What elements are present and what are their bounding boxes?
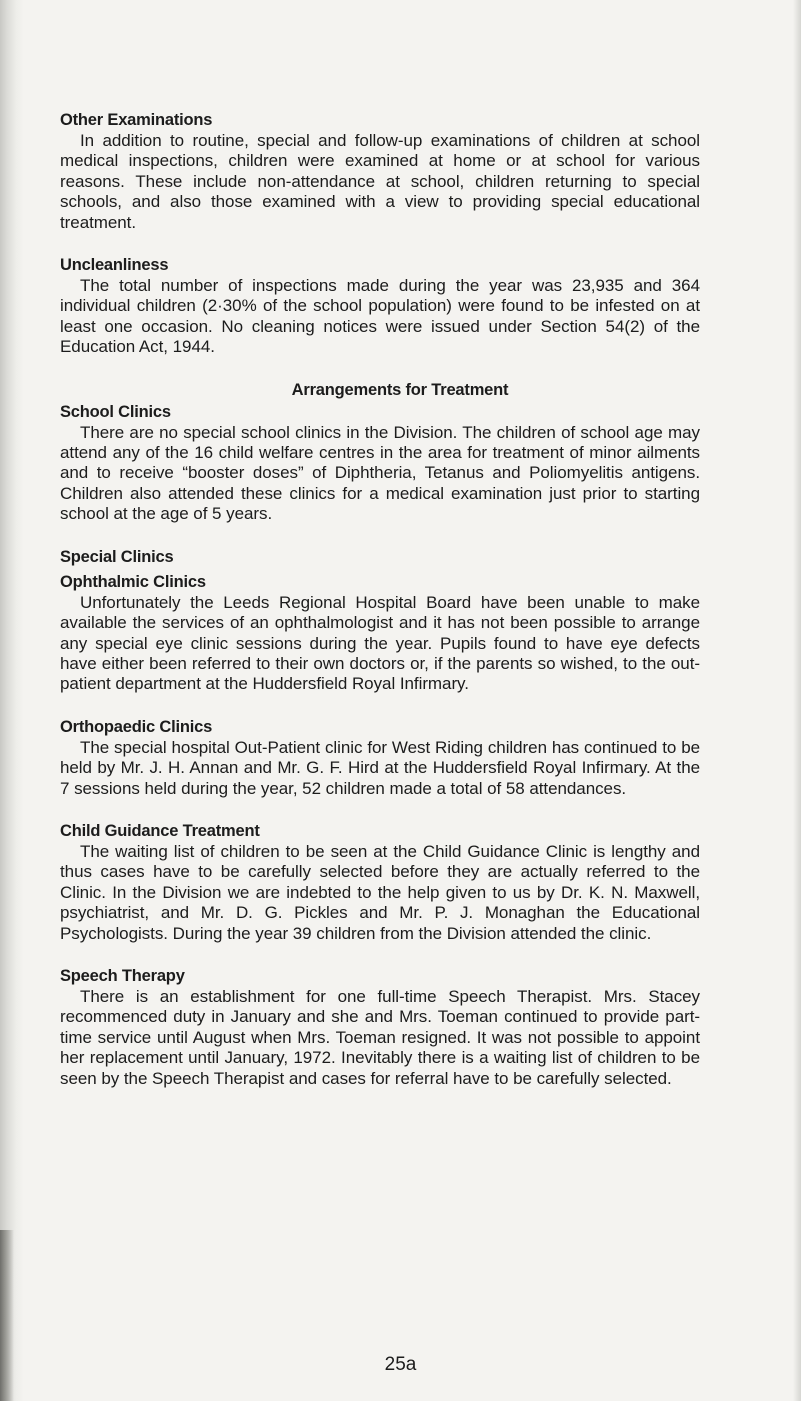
section-paragraph: In addition to routine, special and follow-up examinations of children at school medical inspections, children were examined at home or at school for various reasons. These include non-attendance at school, children returning to special schools, and also those examined with a view to providing special educational treatment. bbox=[60, 131, 700, 232]
section-orthopaedic-clinics bbox=[60, 716, 700, 799]
section-heading: Special Clinics bbox=[60, 547, 174, 566]
section-heading: Uncleanliness bbox=[60, 256, 169, 275]
section-heading: Orthopaedic Clinics bbox=[60, 717, 213, 736]
section-special-clinics bbox=[60, 546, 700, 695]
document-page bbox=[60, 109, 700, 1089]
section-paragraph: The waiting list of children to be seen at the Child Guidance Clinic is lengthy and thus cases have to be carefully selected before they are actually referred to the Clinic. In the Division we are indebted to the help given to us by Dr. K. N. Maxwell, psychiatrist, and Mr. D. G. Pickles and Mr. P. J. Monaghan the Educational Psychologists. During the year 39 children from the Division attended the clinic. bbox=[60, 841, 700, 943]
section-heading: Other Examinations bbox=[60, 111, 213, 129]
arrangements-heading: Arrangements for Treatment bbox=[291, 380, 509, 399]
section-uncleanliness bbox=[60, 254, 700, 358]
section-heading: Speech Therapy bbox=[60, 966, 185, 985]
section-paragraph: Unfortunately the Leeds Regional Hospital Board have been unable to make available the services of an ophthalmologist and it has not been possible to arrange any special eye clinic sessions during the year. Pupils found to have eye defects have either been referred to their own doctors or, if the parents so wished, to the out-patient department at the Huddersfield Royal Infirmary. bbox=[60, 592, 700, 694]
section-speech-therapy bbox=[60, 965, 700, 1089]
page-shadow-right bbox=[793, 0, 801, 1401]
section-subheading: Ophthalmic Clinics bbox=[60, 572, 206, 591]
page-number: 25a bbox=[384, 1354, 417, 1375]
section-paragraph: The total number of inspections made during the year was 23,935 and 364 individual children (2·30% of the school population) were found to be infested on at least one occasion. No cleaning notices were issued under Section 54(2) of the Education Act, 1944. bbox=[60, 276, 700, 357]
section-child-guidance bbox=[60, 820, 700, 944]
section-paragraph: The special hospital Out-Patient clinic for West Riding children has continued to be held by Mr. J. H. Annan and Mr. G. F. Hird at the Huddersfield Royal Infirmary. At the 7 sessions held during the year, 52 children made a total of 58 attendances. bbox=[60, 737, 700, 798]
section-other-examinations bbox=[60, 109, 700, 233]
section-paragraph: There is an establishment for one full-time Speech Therapist. Mrs. Stacey recommenced duty in January and she and Mrs. Toeman continued to provide part-time service until August when Mrs. Toeman resigned. It was not possible to appoint her replacement until January, 1972. Inevitably there is a waiting list of children to be seen by the Speech Therapist and cases for referral have to be carefully selected. bbox=[60, 986, 700, 1088]
section-school-clinics bbox=[60, 401, 700, 525]
page-shadow-left bbox=[0, 0, 24, 1401]
section-heading: Child Guidance Treatment bbox=[60, 821, 260, 840]
section-heading: School Clinics bbox=[60, 402, 171, 421]
section-paragraph: There are no special school clinics in the Division. The children of school age may attend any of the 16 child welfare centres in the area for treatment of minor ailments and to receive “booster doses” of Diphtheria, Tetanus and Poliomyelitis antigens. Children also attended these clinics for a medical examination just prior to starting school at the age of 5 years. bbox=[60, 422, 700, 524]
